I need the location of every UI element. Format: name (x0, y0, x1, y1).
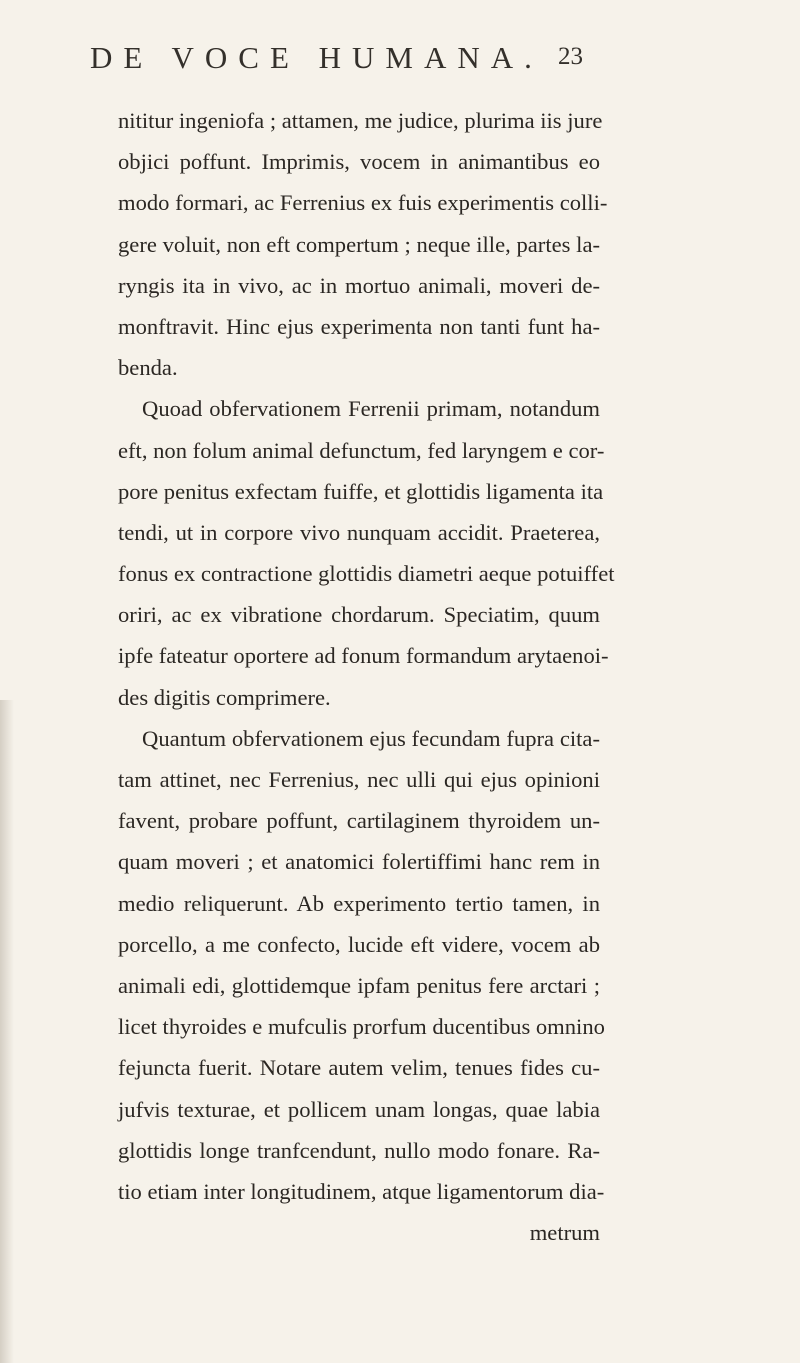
catchword: metrum (529, 1220, 600, 1246)
text-line: monftravit. Hinc ejus experimenta non tanti funt ha- (118, 313, 600, 339)
text-line: animali edi, glottidemque ipfam penitus fere arctari ; (118, 972, 600, 998)
text-line: gere voluit, non eft compertum ; neque ille, partes la- (118, 231, 600, 257)
paragraph-start-line: Quoad obfervationem Ferrenii primam, notandum (142, 396, 600, 422)
text-line: glottidis longe tranfcendunt, nullo modo fonare. Ra- (118, 1137, 600, 1163)
text-line: nititur ingeniofa ; attamen, me judice, plurima iis jure (118, 108, 603, 133)
text-line: objici poffunt. Imprimis, vocem in animantibus eo (118, 149, 600, 175)
text-line: des digitis comprimere. (118, 684, 331, 710)
text-line: fejuncta fuerit. Notare autem velim, tenues fides cu- (118, 1055, 600, 1081)
paragraph-start-line: Quantum obfervationem ejus fecundam fupra cita- (142, 725, 600, 751)
text-line: ipfe fateatur oportere ad fonum formandum arytaenoi- (118, 643, 609, 669)
text-line: jufvis texturae, et pollicem unam longas, quae labia (118, 1096, 600, 1122)
text-line: licet thyroides e mufculis prorfum ducentibus omnino (118, 1014, 605, 1040)
text-line: benda. (118, 355, 178, 381)
text-line: modo formari, ac Ferrenius ex fuis experimentis colli- (118, 190, 608, 216)
page-number: 23 (558, 43, 583, 70)
page-edge-shadow (0, 700, 14, 1363)
running-title: DE VOCE HUMANA. (90, 40, 543, 75)
text-line: tio etiam inter longitudinem, atque ligamentorum dia- (118, 1178, 605, 1204)
text-line: eft, non folum animal defunctum, fed laryngem e cor- (118, 437, 605, 463)
text-line: favent, probare poffunt, cartilaginem thyroidem un- (118, 808, 600, 834)
text-line: pore penitus exfectam fuiffe, et glottidis ligamenta ita (118, 478, 604, 504)
text-line: oriri, ac ex vibratione chordarum. Speciatim, quum (118, 602, 600, 628)
text-line: porcello, a me confecto, lucide eft videre, vocem ab (118, 931, 600, 957)
text-line: tendi, ut in corpore vivo nunquam accidit. Praeterea, (118, 519, 600, 545)
running-head (90, 40, 610, 80)
text-line: fonus ex contractione glottidis diametri aeque potuiffet (118, 561, 615, 587)
text-line: quam moveri ; et anatomici folertiffimi hanc rem in (118, 849, 600, 875)
text-line: tam attinet, nec Ferrenius, nec ulli qui ejus opinioni (118, 767, 600, 792)
text-line: ryngis ita in vivo, ac in mortuo animali, moveri de- (118, 272, 600, 298)
text-line: medio reliquerunt. Ab experimento tertio tamen, in (118, 890, 600, 916)
body-text (118, 100, 615, 1253)
